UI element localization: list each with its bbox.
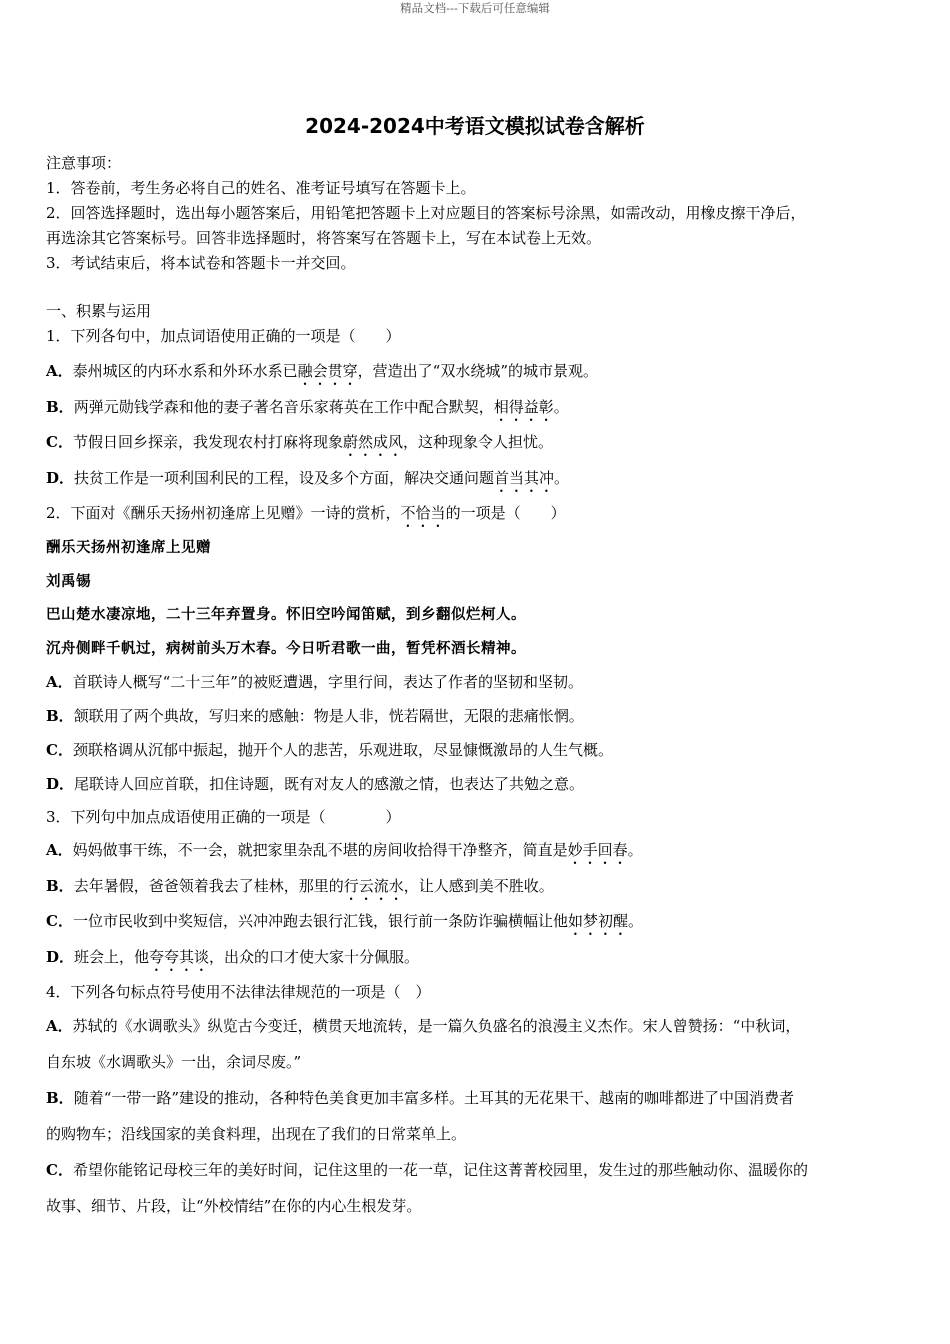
q3-option-c: C．一位市民收到中奖短信，兴冲冲跑去银行汇钱，银行前一条防诈骗横幅让他如梦初醒。: [46, 912, 643, 930]
q4-option-a: A．苏轼的《水调歌头》纵览古今变迁，横贯天地流转，是一篇久负盛名的浪漫主义杰作。宋人曾赞扬：“中秋词， 自东坡《水调歌头》一出，余词尽废。”: [46, 1017, 801, 1071]
q2-section: [46, 496, 906, 801]
notice-item: 1．答卷前，考生务必将自己的姓名、准考证号填写在答题卡上。: [46, 179, 476, 197]
q1-option-a: A．泰州城区的内环水系和外环水系已融会贯穿，营造出了“双水绕城”的城市景观。: [46, 362, 599, 380]
q2-stem: 2．下面对《酬乐天扬州初逢席上见赠》一诗的赏析，不恰当的一项是（ ）: [46, 504, 566, 522]
poem-title: 酬乐天扬州初逢席上见赠: [46, 539, 211, 556]
dotted-phrase: 不恰当: [400, 504, 446, 522]
q1-option-b: B．两弹元勋钱学森和他的妻子著名音乐家蒋英在工作中配合默契，相得益彰。: [46, 397, 569, 416]
dotted-phrase: 妙手回春: [567, 841, 628, 859]
poem-line: 巴山楚水凄凉地，二十三年弃置身。怀旧空吟闻笛赋，到乡翻似烂柯人。: [46, 606, 526, 623]
notice-heading: 注意事项：: [46, 154, 122, 172]
q4-section: [46, 976, 906, 1224]
q2-option-b: B．颔联用了两个典故，写归来的感触：物是人非，恍若隔世，无限的悲痛怅惘。: [46, 707, 584, 725]
q3-option-a: A．妈妈做事干练，不一会，就把家里杂乱不堪的房间收拾得干净整齐，简直是妙手回春。: [46, 841, 643, 859]
notice-item: 再选涂其它答案标号。回答非选择题时，将答案写在答题卡上，写在本试卷上无效。: [46, 229, 602, 247]
q1-option-c: C．节假日回乡探亲，我发现农村打麻将现象蔚然成风，这种现象令人担忧。: [46, 433, 553, 451]
q2-option-a: A．首联诗人概写“二十三年”的被贬遭遇，字里行间，表达了作者的坚韧和坚韧。: [46, 673, 583, 691]
section-heading: 一、积累与运用: [46, 302, 152, 320]
q1-option-d: D．扶贫工作是一项利国利民的工程，设及多个方面，解决交通问题首当其冲。: [46, 468, 570, 487]
section-block: [46, 299, 906, 349]
q2-option-c: C．颈联格调从沉郁中振起，抛开个人的悲苦，乐观进取，尽显慷慨激昂的人生气概。: [46, 741, 613, 759]
q2-option-d: D．尾联诗人回应首联，扣住诗题，既有对友人的感激之情，也表达了共勉之意。: [46, 775, 585, 793]
q3-option-d: D．班会上，他夸夸其谈，出众的口才使大家十分佩服。: [46, 947, 420, 966]
dotted-phrase: 夸夸其谈: [149, 947, 210, 966]
poem-line: 沉舟侧畔千帆过，病树前头万木春。今日听君歌一曲，暂凭杯酒长精神。: [46, 639, 526, 657]
q4-option-c: C．希望你能铭记母校三年的美好时间，记住这里的一花一草，记住这菁菁校园里，发生过的那些触动你、温暖你的 故事、细节、片段，让“外校情结”在你的内心生根发芽。: [46, 1161, 808, 1215]
poem-author: 刘禹锡: [46, 572, 91, 590]
q4-stem: 4．下列各句标点符号使用不法律法律规范的一项是（ ）: [46, 983, 431, 1001]
q1-stem: 1．下列各句中，加点词语使用正确的一项是（ ）: [46, 327, 401, 345]
dotted-phrase: 行云流水: [343, 876, 404, 895]
dotted-phrase: 蔚然成风: [342, 433, 403, 451]
q3-stem: 3．下列句中加点成语使用正确的一项是（ ）: [46, 808, 401, 826]
q3-section: [46, 801, 906, 975]
dotted-phrase: 相得益彰: [493, 397, 554, 416]
q4-option-b: B．随着“一带一路”建设的推动，各种特色美食更加丰富多样。土耳其的无花果干、越南的咖啡都进了中国消费者 的购物车；沿线国家的美食料理，出现在了我们的日常菜单上。: [46, 1089, 795, 1143]
dotted-phrase: 融会贯穿: [297, 362, 358, 380]
dotted-phrase: 首当其冲: [494, 468, 555, 487]
page-title: 2024-2024中考语文模拟试卷含解析: [305, 114, 645, 138]
notice-section: [46, 151, 906, 276]
dotted-phrase: 如梦初醒: [567, 912, 628, 930]
q1-options: [46, 354, 906, 496]
notice-item: 2．回答选择题时，选出每小题答案后，用铅笔把答题卡上对应题目的答案标号涂黑，如需改动，用橡皮擦干净后，: [46, 204, 806, 222]
notice-item: 3．考试结束后，将本试卷和答题卡一并交回。: [46, 254, 356, 272]
page-header: 精品文档---下载后可任意编辑: [400, 1, 550, 15]
q3-option-b: B．去年暑假，爸爸领着我去了桂林，那里的行云流水，让人感到美不胜收。: [46, 876, 554, 895]
